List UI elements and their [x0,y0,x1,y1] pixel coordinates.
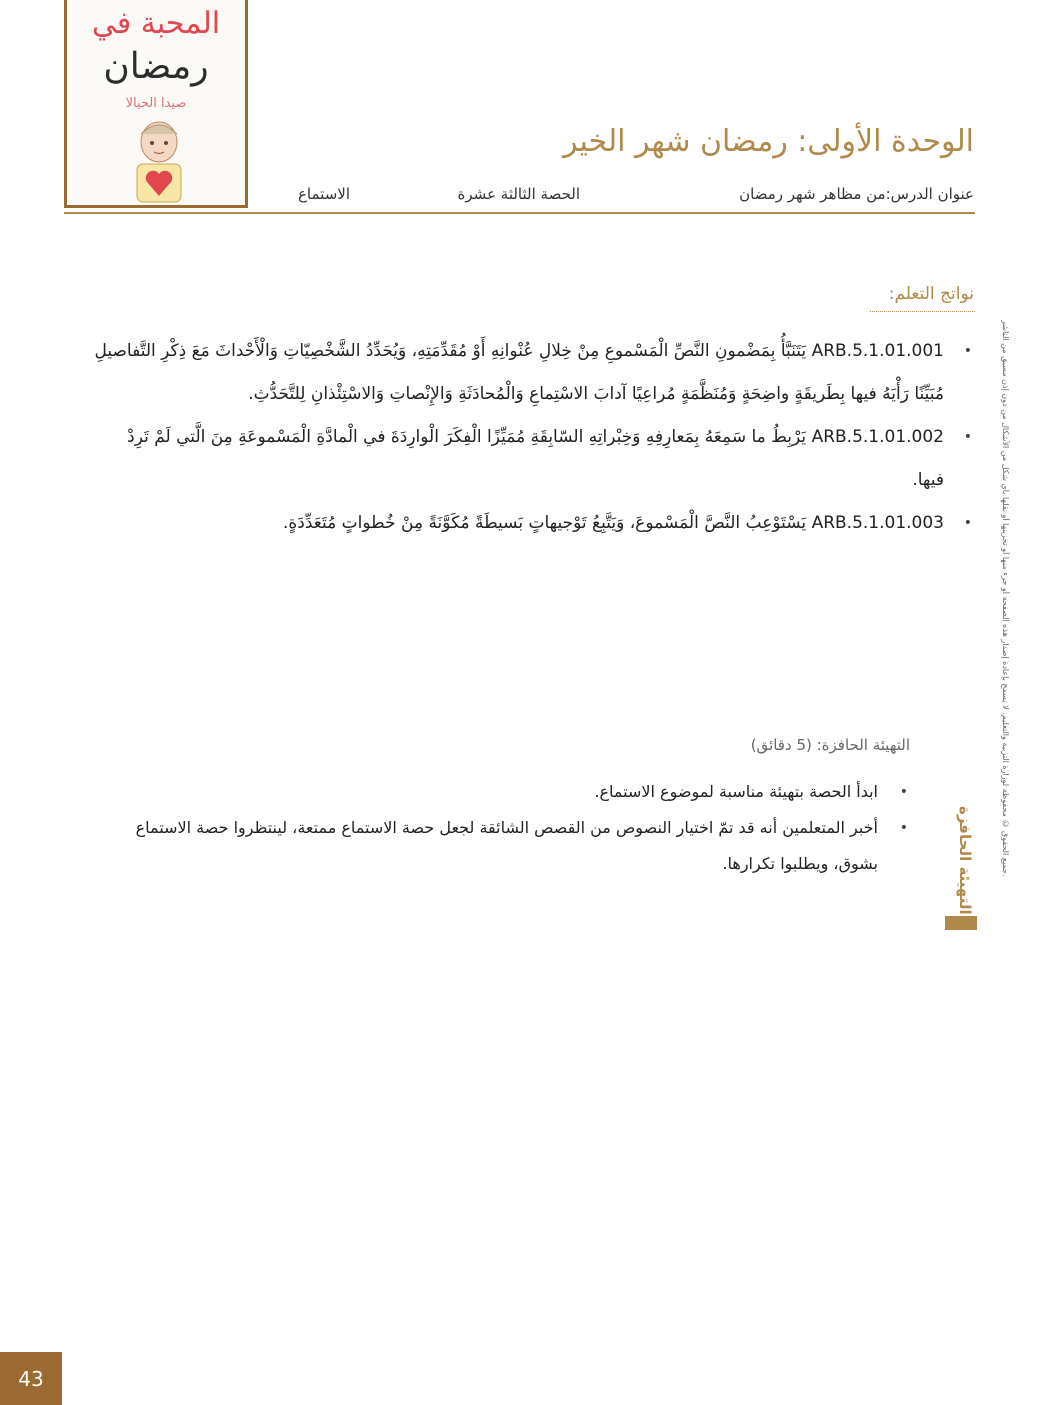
session-label: الحصة الثالثة عشرة [457,185,580,203]
bullet-icon: • [963,515,972,531]
bullet-icon: • [963,343,972,359]
bullet-icon: • [899,820,908,836]
outcome-text: يَتَنَبَّأُ بِمَضْمونِ النَّصِّ الْمَسْموعِ مِنْ خِلالِ عُنْوانِهِ أَوْ مُقَدِّمَتِهِ، وَيُحَدِّدُ الشَّخْصِيّاتِ وَالْأَحْداثَ مَعَ ذِكْرِ التَّفاصيلِ مُبَيِّنًا رَأْيَهُ فيها بِطَريقَةٍ واضِحَةٍ وَمُنَظَّمَةٍ مُراعِيًا آدابَ الاسْتِماعِ وَالْمُحادَثَةِ وَالإِنْصاتِ وَالاسْتِئْذانِ لِلتَّحَدُّثِ. [94,341,944,404]
child-illustration-icon [127,116,191,204]
cover-title-line2: رمضان [103,46,209,87]
header-divider [64,212,975,214]
unit-title: الوحدة الأولى: رمضان شهر الخير [562,124,974,159]
warmup-text: أخبر المتعلمين أنه قد تمّ اختيار النصوص من القصص الشائقة لجعل حصة الاستماع ممتعة، لينتظروا حصة الاستماع بشوق، ويطلبوا تكرارها. [135,818,878,873]
copyright-notice: جميع الحقوق © محفوظة لوزارة التربية والتعليم. لا يسمح بإعادة إصدار هذه الصفحة أو جزء منها أو تخزينها أو نقلها بأي شكل من الأشكال من دون إذن مسبق من الناشر. [1001,320,1010,877]
section-side-label: التهيئة الحافزة [956,805,974,915]
page-number: 43 [0,1352,62,1405]
section-side-marker [945,916,977,930]
outcome-text: يَرْبِطُ ما سَمِعَهُ بِمَعارِفِهِ وَخِبْراتِهِ السّابِقَةِ مُمَيِّزًا الْفِكَرَ الْوارِدَةَ في الْمادَّةِ الْمَسْموعَةِ مِنَ الَّتي لَمْ تَرِدْ فيها. [127,427,944,490]
outcomes-list [94,330,974,545]
warmup-item [90,810,910,882]
warmup-item [90,774,910,810]
bullet-icon: • [899,784,908,800]
outcome-code: ARB.5.1.01.001 [811,341,944,361]
warmup-list [90,774,910,882]
outcome-item [94,416,974,502]
outcome-code: ARB.5.1.01.002 [811,427,944,447]
outcome-code: ARB.5.1.01.003 [811,513,944,533]
skill-label: الاستماع [297,185,350,203]
outcome-item [94,330,974,416]
outcomes-title-underline [870,311,975,312]
warmup-title: التهيئة الحافزة: (5 دقائق) [750,736,910,754]
outcome-text: يَسْتَوْعِبُ النَّصَّ الْمَسْموعَ، وَيَتَّبِعُ تَوْجيهاتٍ بَسيطَةً مُكَوَّنَةً مِنْ خُطواتٍ مُتَعَدِّدَةٍ. [282,513,807,533]
cover-title-line1: المحبة في [91,6,221,41]
lesson-title: عنوان الدرس:من مظاهر شهر رمضان [739,185,974,203]
outcome-item [94,502,974,545]
cover-author: صيدا الحيالا [125,96,187,111]
book-cover [64,0,248,208]
warmup-text: ابدأ الحصة بتهيئة مناسبة لموضوع الاستماع. [594,782,878,801]
outcomes-title: نواتج التعلم: [888,284,974,304]
bullet-icon: • [963,429,972,445]
